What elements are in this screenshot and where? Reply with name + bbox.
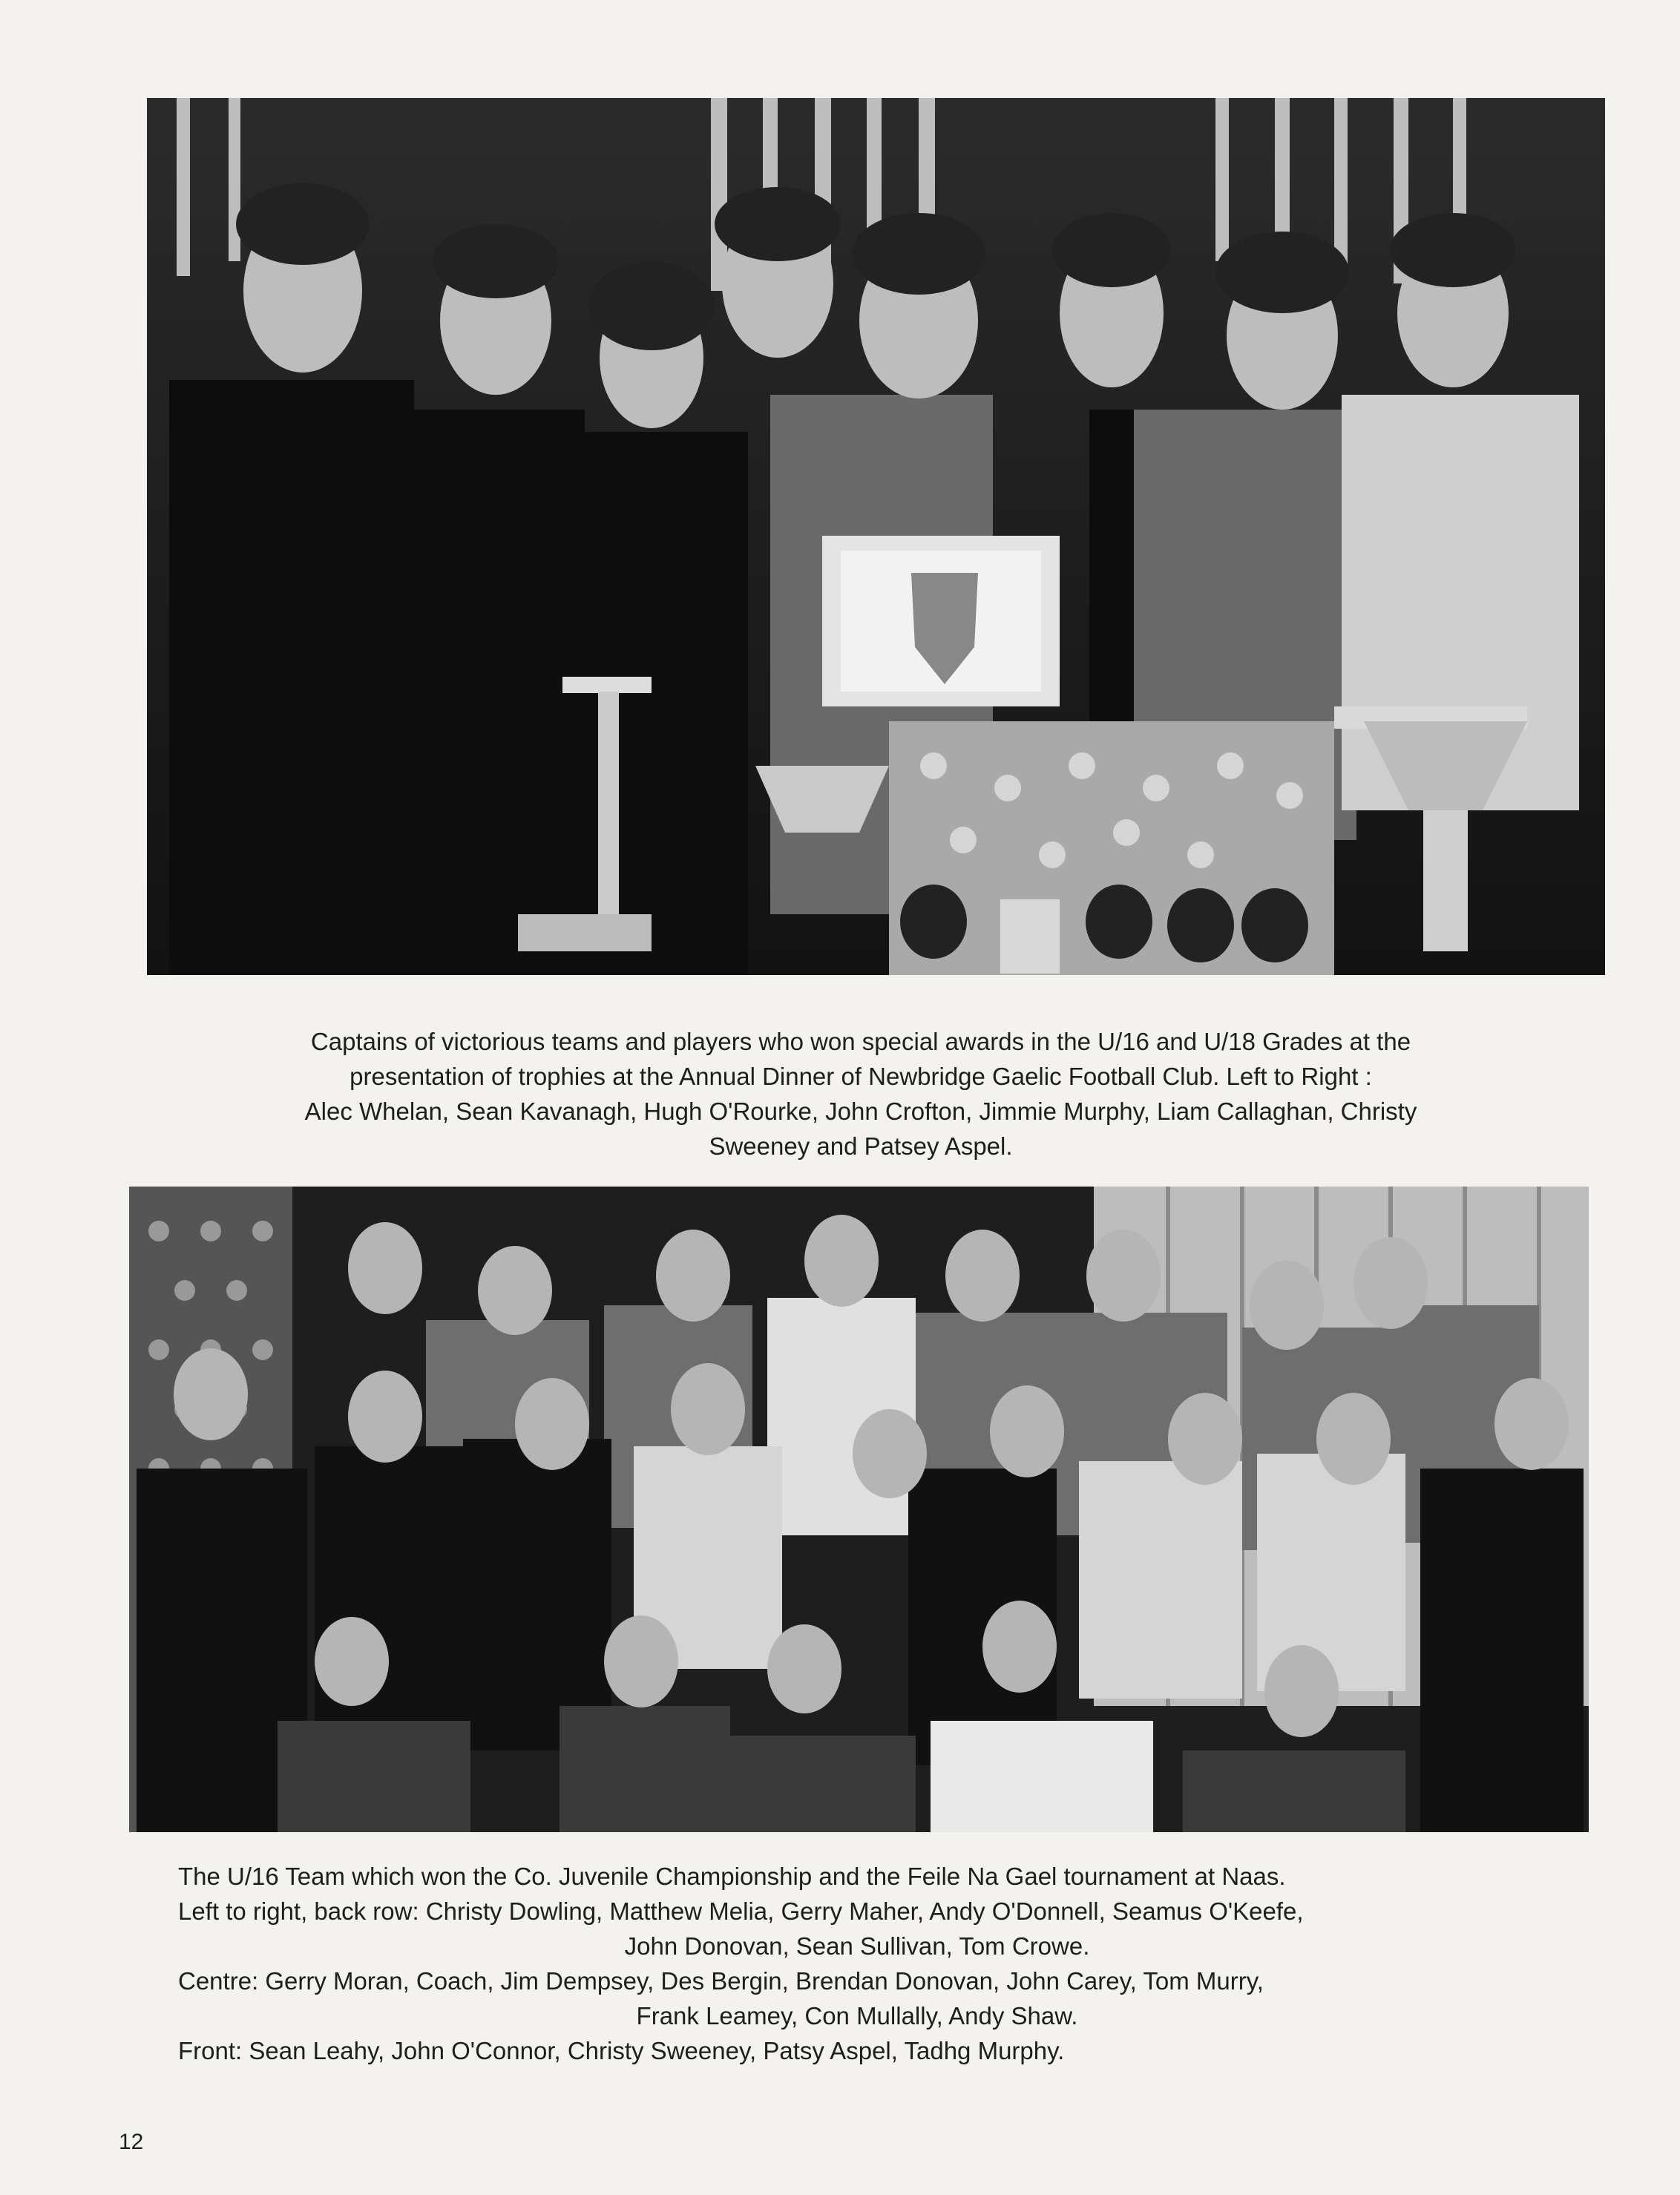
- top-photo-caption: [186, 1024, 1536, 1164]
- caption-title: The U/16 Team which won the Co. Juvenile Championship and the Feile Na Gael tournament at Naas.: [178, 1863, 1286, 1890]
- caption-line: Sweeney and Patsey Aspel.: [709, 1132, 1013, 1160]
- centre-row-names: Centre: Gerry Moran, Coach, Jim Dempsey, Des Bergin, Brendan Donovan, John Carey, Tom Murry,: [178, 1967, 1264, 1995]
- page-number: 12: [119, 2130, 144, 2154]
- caption-line: Alec Whelan, Sean Kavanagh, Hugh O'Rourke, John Crofton, Jimmie Murphy, Liam Callaghan, Christy: [304, 1098, 1417, 1125]
- u16-team-photo: [129, 1187, 1589, 1832]
- centre-row-names-continued: Frank Leamey, Con Mullally, Andy Shaw.: [636, 2002, 1078, 2030]
- caption-line: presentation of trophies at the Annual Dinner of Newbridge Gaelic Football Club. Left to Right :: [350, 1063, 1372, 1090]
- back-row-names: Left to right, back row: Christy Dowling, Matthew Melia, Gerry Maher, Andy O'Donnell, Seamus O'Keefe,: [178, 1897, 1304, 1925]
- back-row-names-continued: John Donovan, Sean Sullivan, Tom Crowe.: [624, 1932, 1090, 1960]
- front-row-names: Front: Sean Leahy, John O'Connor, Christy Sweeney, Patsy Aspel, Tadhg Murphy.: [178, 2037, 1065, 2064]
- caption-line: Captains of victorious teams and players who won special awards in the U/16 and U/18 Grades at the: [310, 1028, 1411, 1055]
- bottom-photo-caption: [178, 1859, 1595, 2068]
- trophy-presentation-photo: [147, 98, 1605, 975]
